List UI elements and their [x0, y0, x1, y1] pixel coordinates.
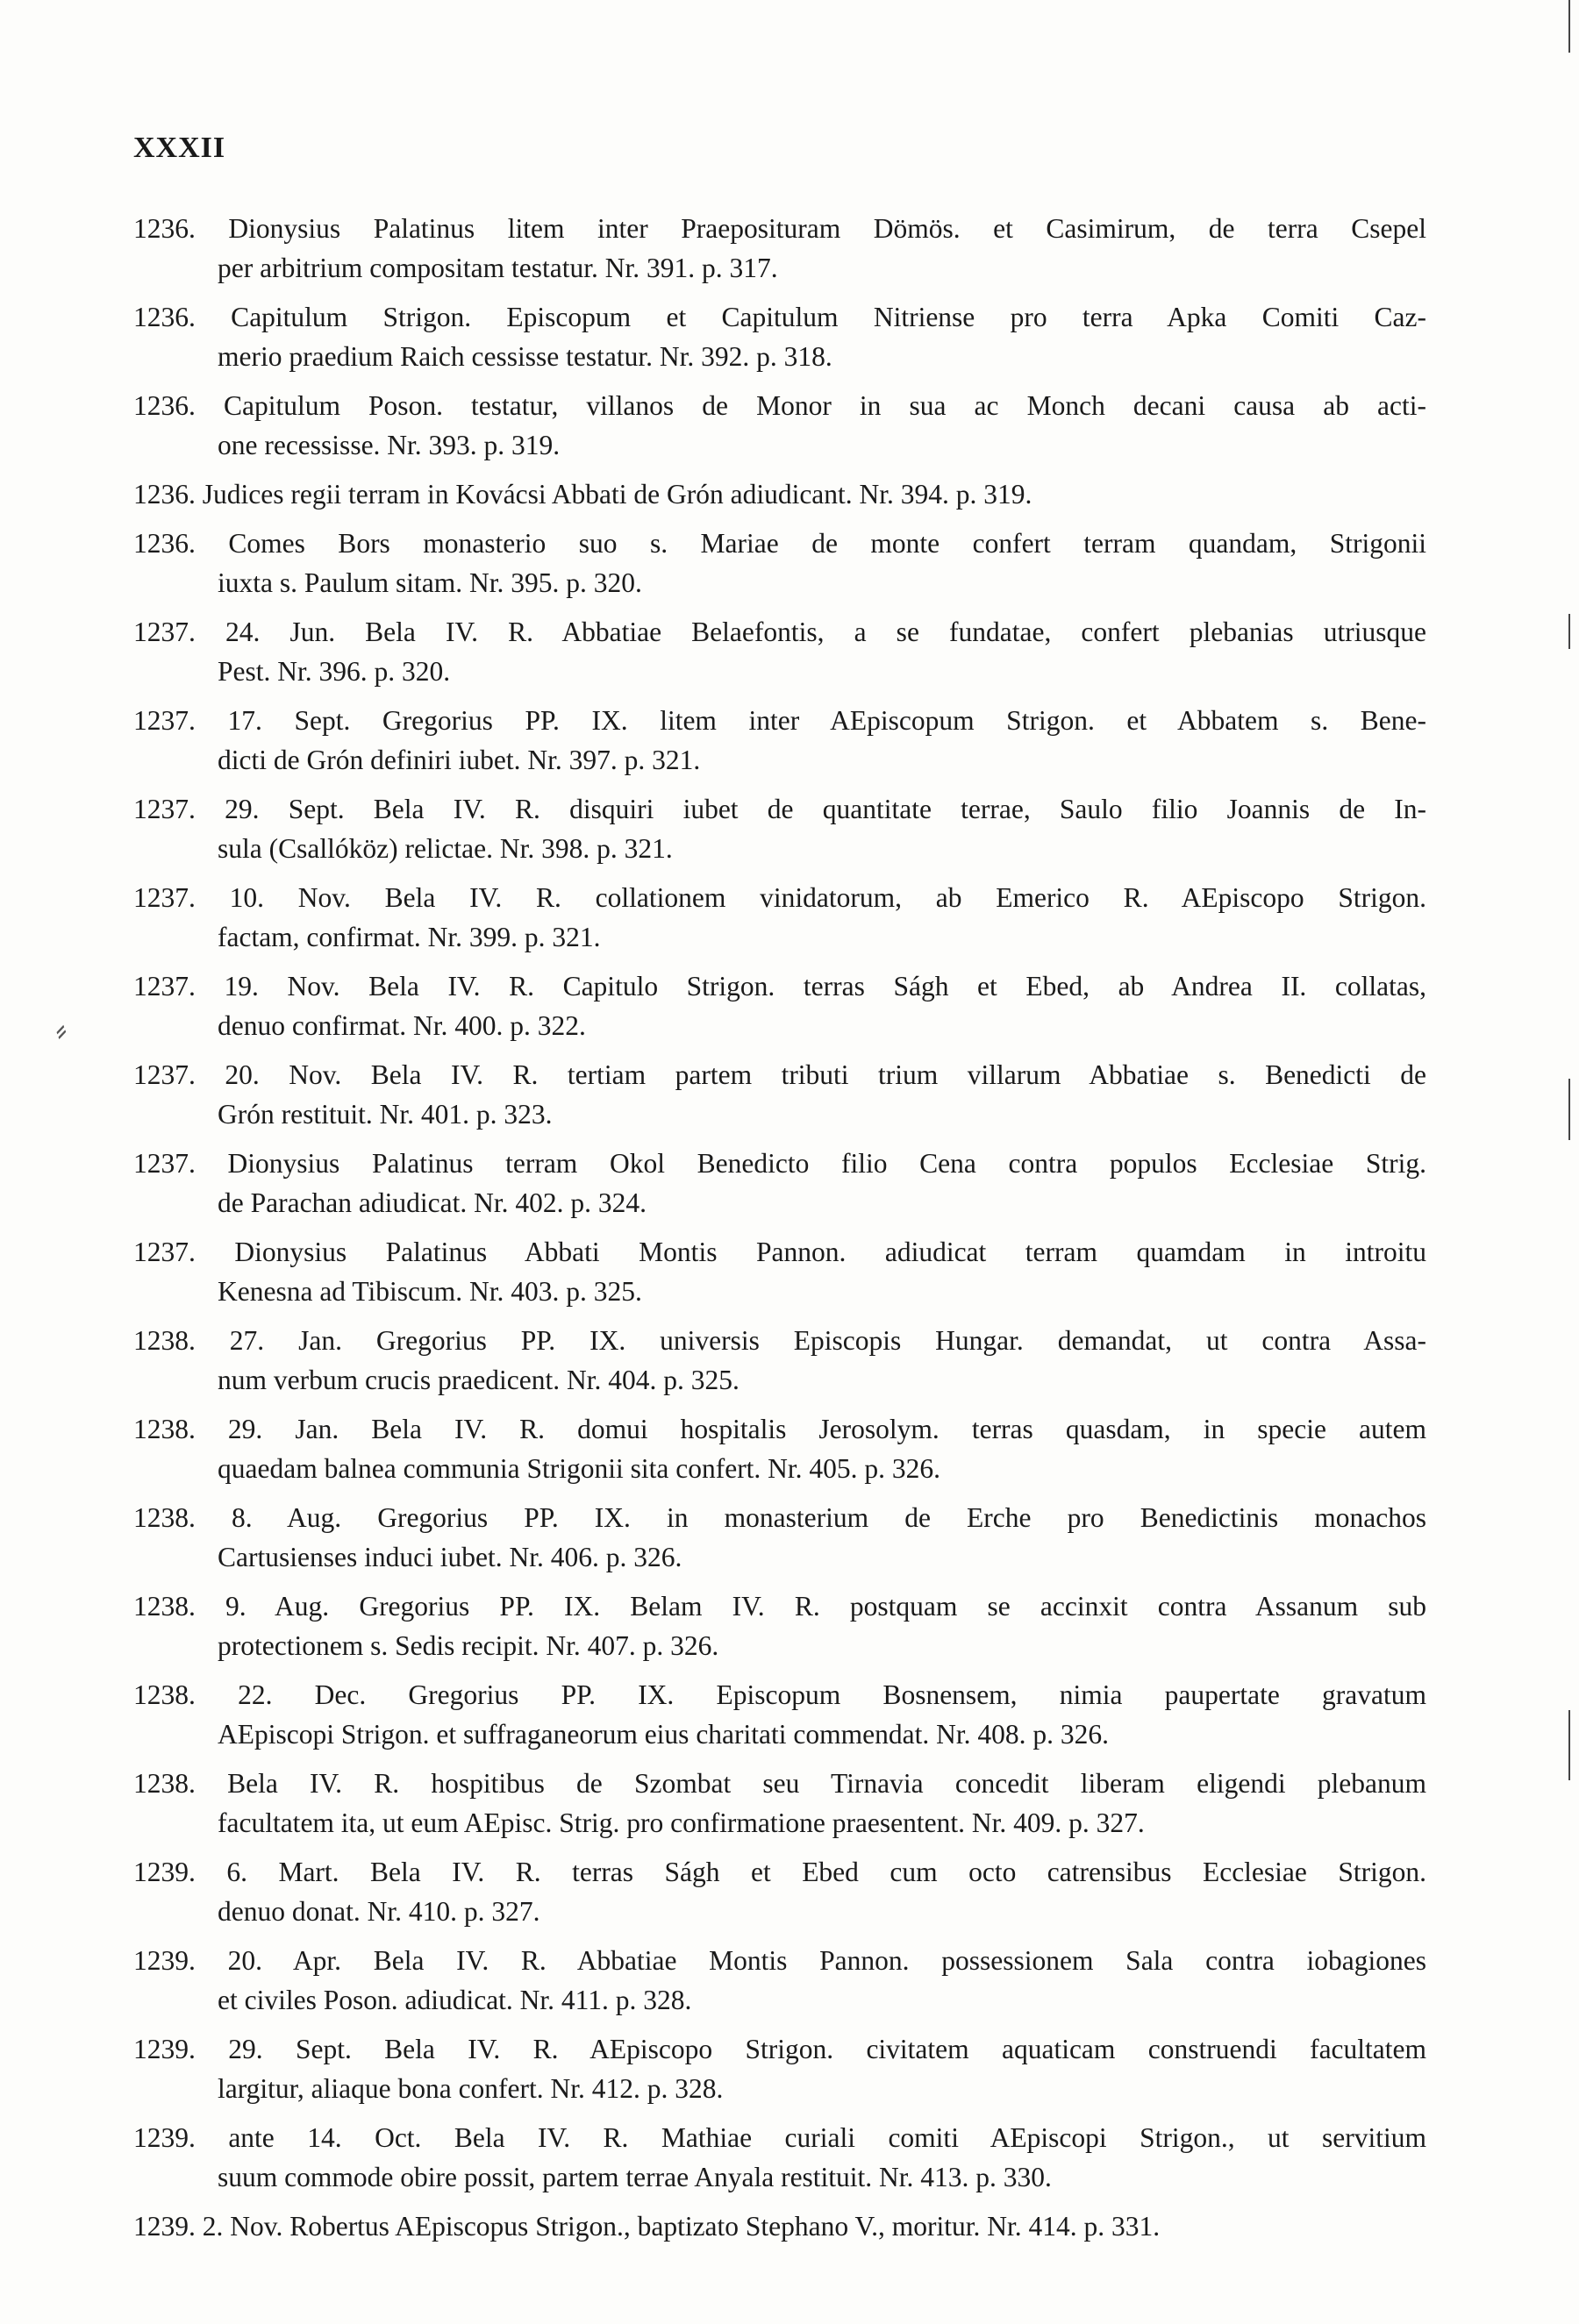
regest-entry: [133, 1852, 1426, 1931]
scan-edge-line: [1568, 0, 1570, 53]
regest-entry: [133, 1055, 1426, 1134]
scan-edge-line: [1568, 1710, 1570, 1780]
entry-first-line: 1238. 29. Jan. Bela IV. R. domui hospitalis Jerosolym. terras quasdam, in specie autem: [133, 1414, 1426, 1444]
entry-continuation-line: Grón restituit. Nr. 401. p. 323.: [218, 1099, 553, 1130]
entry-first-line: 1237. 29. Sept. Bela IV. R. disquiri iubet de quantitate terrae, Saulo filio Joannis de In-: [133, 794, 1426, 824]
entry-continuation-line: num verbum crucis praedicent. Nr. 404. p. 325.: [218, 1365, 739, 1395]
regest-entry: [133, 701, 1426, 780]
regest-entry: [133, 1764, 1426, 1843]
entry-continuation-line: per arbitrium compositam testatur. Nr. 391. p. 317.: [218, 253, 778, 283]
entry-continuation-line: quaedam balnea communia Strigonii sita confert. Nr. 405. p. 326.: [218, 1453, 941, 1484]
regest-entry: [133, 1144, 1426, 1223]
entry-continuation-line: protectionem s. Sedis recipit. Nr. 407. p. 326.: [218, 1630, 719, 1661]
entry-first-line: 1237. Dionysius Palatinus terram Okol Benedicto filio Cena contra populos Ecclesiae Strig.: [133, 1148, 1426, 1179]
entry-first-line: 1237. 20. Nov. Bela IV. R. tertiam partem tributi trium villarum Abbatiae s. Benedicti de: [133, 1059, 1426, 1090]
entry-continuation-line: suum commode obire possit, partem terrae Anyala restituit. Nr. 413. p. 330.: [218, 2162, 1052, 2192]
entry-continuation-line: largitur, aliaque bona confert. Nr. 412. p. 328.: [218, 2073, 724, 2104]
entry-continuation-line: dicti de Grón definiri iubet. Nr. 397. p. 321.: [218, 745, 701, 775]
regest-entry: [133, 966, 1426, 1045]
regest-entry: [133, 1586, 1426, 1665]
entry-continuation-line: one recessisse. Nr. 393. p. 319.: [218, 430, 561, 460]
entry-first-line: 1238. 27. Jan. Gregorius PP. IX. universis Episcopis Hungar. demandat, ut contra Assa-: [133, 1325, 1426, 1356]
entry-continuation-line: Kenesna ad Tibiscum. Nr. 403. p. 325.: [218, 1276, 642, 1307]
entry-first-line: 1237. 19. Nov. Bela IV. R. Capitulo Strigon. terras Ságh et Ebed, ab Andrea II. collatas,: [133, 971, 1426, 1002]
margin-mark: ⸗: [47, 1009, 73, 1050]
regest-entry: [133, 878, 1426, 957]
entry-first-line: 1236. Dionysius Palatinus litem inter Praeposituram Dömös. et Casimirum, de terra Csepel: [133, 213, 1426, 244]
entry-continuation-line: denuo confirmat. Nr. 400. p. 322.: [218, 1010, 586, 1041]
regest-entry: [133, 1498, 1426, 1577]
entry-continuation-line: AEpiscopi Strigon. et suffraganeorum eius charitati commendat. Nr. 408. p. 326.: [218, 1719, 1109, 1750]
entry-first-line: 1239. ante 14. Oct. Bela IV. R. Mathiae curiali comiti AEpiscopi Strigon., ut servitium: [133, 2122, 1426, 2153]
regest-entry: [133, 1409, 1426, 1488]
entry-first-line: 1238. 22. Dec. Gregorius PP. IX. Episcopum Bosnensem, nimia paupertate gravatum: [133, 1679, 1426, 1710]
regest-entry: [133, 2029, 1426, 2108]
entry-first-line: 1239. 6. Mart. Bela IV. R. terras Ságh et Ebed cum octo catrensibus Ecclesiae Strigon.: [133, 1857, 1426, 1887]
regest-entry: [133, 2118, 1426, 2197]
entry-continuation-line: facultatem ita, ut eum AEpisc. Strig. pro confirmatione praesentent. Nr. 409. p. 327.: [218, 1807, 1145, 1838]
regest-entry: [133, 612, 1426, 691]
entry-first-line: 1236. Comes Bors monasterio suo s. Mariae de monte confert terram quandam, Strigonii: [133, 528, 1426, 559]
entry-first-line: 1236. Capitulum Strigon. Episcopum et Capitulum Nitriense pro terra Apka Comiti Caz-: [133, 302, 1426, 332]
entry-first-line: 1239. 29. Sept. Bela IV. R. AEpiscopo Strigon. civitatem aquaticam construendi facultatem: [133, 2034, 1426, 2064]
entry-continuation-line: et civiles Poson. adiudicat. Nr. 411. p. 328.: [218, 1985, 692, 2015]
entry-first-line: 1236. Capitulum Poson. testatur, villanos de Monor in sua ac Monch decani causa ab acti-: [133, 390, 1426, 421]
entry-first-line: 1239. 2. Nov. Robertus AEpiscopus Strigon., baptizato Stephano V., moritur. Nr. 414. p. 331.: [133, 2211, 1161, 2242]
regesta-list: [133, 209, 1426, 2256]
entry-first-line: 1238. 8. Aug. Gregorius PP. IX. in monasterium de Erche pro Benedictinis monachos: [133, 1502, 1426, 1533]
entry-first-line: 1236. Judices regii terram in Kovácsi Abbati de Grón adiudicant. Nr. 394. p. 319.: [133, 479, 1032, 510]
regest-entry: [133, 209, 1426, 288]
entry-first-line: 1237. 17. Sept. Gregorius PP. IX. litem inter AEpiscopum Strigon. et Abbatem s. Bene-: [133, 705, 1426, 736]
entry-continuation-line: merio praedium Raich cessisse testatur. Nr. 392. p. 318.: [218, 341, 832, 372]
entry-continuation-line: denuo donat. Nr. 410. p. 327.: [218, 1896, 540, 1927]
regest-entry: [133, 386, 1426, 465]
regest-entry: [133, 2206, 1426, 2246]
regest-entry: [133, 1675, 1426, 1754]
entry-first-line: 1239. 20. Apr. Bela IV. R. Abbatiae Montis Pannon. possessionem Sala contra iobagiones: [133, 1945, 1426, 1976]
entry-first-line: 1238. Bela IV. R. hospitibus de Szombat seu Tirnavia concedit liberam eligendi plebanum: [133, 1768, 1426, 1799]
regest-entry: [133, 524, 1426, 602]
entry-continuation-line: Pest. Nr. 396. p. 320.: [218, 656, 451, 687]
entry-first-line: 1238. 9. Aug. Gregorius PP. IX. Belam IV. R. postquam se accinxit contra Assanum sub: [133, 1591, 1426, 1622]
entry-continuation-line: sula (Csallóköz) relictae. Nr. 398. p. 321.: [218, 833, 673, 864]
page-number: XXXII: [133, 132, 226, 164]
entry-first-line: 1237. 10. Nov. Bela IV. R. collationem vinidatorum, ab Emerico R. AEpiscopo Strigon.: [133, 882, 1426, 913]
regest-entry: [133, 1321, 1426, 1400]
scan-edge-line: [1568, 1079, 1570, 1140]
regest-entry: [133, 297, 1426, 376]
regest-entry: [133, 1232, 1426, 1311]
regest-entry: [133, 474, 1426, 514]
entry-continuation-line: iuxta s. Paulum sitam. Nr. 395. p. 320.: [218, 567, 642, 598]
entry-first-line: 1237. Dionysius Palatinus Abbati Montis Pannon. adiudicat terram quamdam in introitu: [133, 1237, 1426, 1267]
scan-edge-line: [1568, 614, 1570, 649]
entry-continuation-line: Cartusienses induci iubet. Nr. 406. p. 326.: [218, 1542, 682, 1572]
entry-continuation-line: factam, confirmat. Nr. 399. p. 321.: [218, 922, 601, 952]
entry-first-line: 1237. 24. Jun. Bela IV. R. Abbatiae Belaefontis, a se fundatae, confert plebanias utriusque: [133, 617, 1426, 647]
regest-entry: [133, 1941, 1426, 2020]
regest-entry: [133, 789, 1426, 868]
entry-continuation-line: de Parachan adiudicat. Nr. 402. p. 324.: [218, 1187, 647, 1218]
